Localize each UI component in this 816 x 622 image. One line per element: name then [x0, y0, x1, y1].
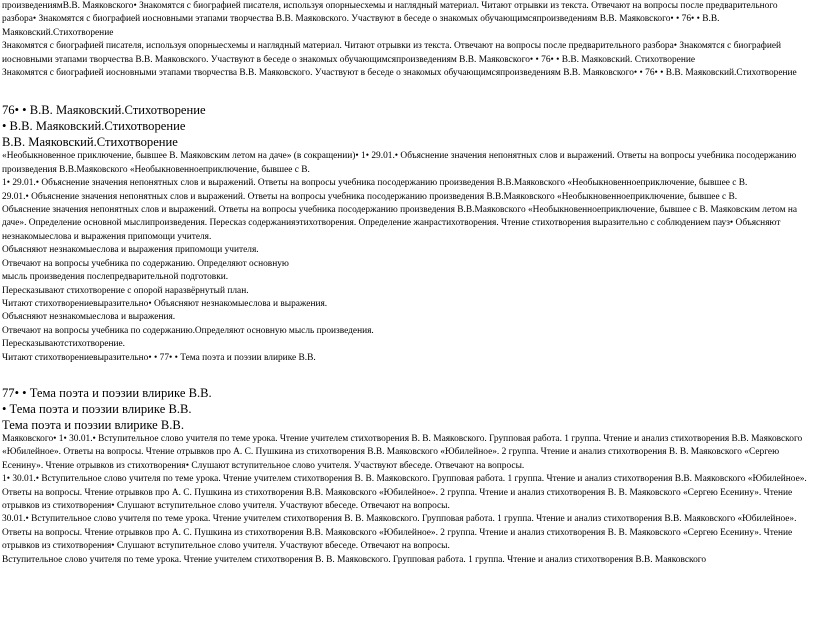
paragraph: Отвечают на вопросы учебника по содержанию.Определяют основную мысль произведения. [2, 325, 374, 336]
paragraph: Вступительное слово учителя по теме урока. Чтение учителем стихотворения В. В. Маяковского. Групповая работа. 1 группа. Чтение и анализ стихотворения В.В. Маяковского [2, 554, 707, 565]
spacer [2, 365, 812, 385]
paragraph: Пересказываютстихотворение. [2, 339, 126, 350]
paragraph: «Необыкновенное приключение, бывшее В. Маяковским летом на даче» (в сокращении)• 1• 29.01.• Объяснение значения непонятных слов и выражений. Ответы на вопросы учебника посодержанию произведения В.В.Маяковского «Необыкновенноеприключение, бывшее с В. [2, 151, 797, 175]
paragraph: Читают стихотворениевыразительно• • 77• • Тема поэта и поэзии влирике В.В. [2, 352, 316, 363]
heading-line: • Тема поэта и поэзии влирике В.В. [2, 401, 192, 416]
paragraph: 1• 29.01.• Объяснение значения непонятных слов и выражений. Ответы на вопросы учебника посодержанию произведения В.В.Маяковского «Необыкновенноеприключение, бывшее с В. [2, 178, 748, 189]
paragraph: 29.01.• Объяснение значения непонятных слов и выражений. Ответы на вопросы учебника посодержанию произведения В.В.Маяковского «Необыкновенноеприключение, бывшее с В. [2, 191, 738, 202]
paragraph: Пересказывают стихотворение с опорой наразвёрнутый план. [2, 285, 249, 296]
paragraph: 1• 30.01.• Вступительное слово учителя по теме урока. Чтение учителем стихотворения В. В. Маяковского. Групповая работа. 1 группа. Чтение и анализ стихотворения В.В. Маяковского «Юбилейное». Ответы на вопросы. Чтение отрывков про А. С. Пушкина из стихотворения В.В. Маяковского «Юбилейное». 2 группа. Чтение и анализ стихотворения В. В. Маяковского «Сергею Есенину». Чтение отрывков из стихотворения• Слушают вступительное слово учителя. Участвуют вбеседе. Отвечают на вопросы. [2, 474, 807, 511]
paragraph: мысль произведения послепредварительной подготовки. [2, 272, 229, 283]
spacer [2, 80, 812, 102]
paragraph: Маяковского• 1• 30.01.• Вступительное слово учителя по теме урока. Чтение учителем стихотворения В. В. Маяковского. Групповая работа. 1 группа. Чтение и анализ стихотворения В.В. Маяковского «Юбилейное». Ответы на вопросы. Чтение отрывков про А. С. Пушкина из стихотворения В.В. Маяковского «Юбилейное». 2 группа. Чтение и анализ стихотворения В. В. Маяковского «Сергею Есенину». Чтение отрывков из стихотворения• Слушают вступительное слово учителя. Участвуют вбеседе. Отвечают на вопросы. [2, 433, 803, 471]
paragraph: Объяснение значения непонятных слов и выражений. Ответы на вопросы учебника посодержанию произведения В.В.Маяковского «Необыкновенноеприключение, бывшее с В. Маяковским летом на даче». Определение основной мыслипроизведения. Пересказ содержанияэтихотворения. Определение жанрастихотворения. Чтение стихотворения выразительно с соблюдением пауз• Объясняют незнакомыеслова и выражения припомощи учителя. [2, 205, 798, 242]
paragraph: Знакомятся с биографией иосновными этапами творчества В.В. Маяковского. Участвуют в беседе о знакомых обучающимсяпроизведениям В.В. Маяковского• • 76• • В.В. Маяковский.Стихотворение [2, 68, 797, 79]
heading-line: 76• • В.В. Маяковский.Стихотворение [2, 103, 206, 118]
paragraph: Объясняют незнакомыеслова и выражения припомощи учителя. [2, 245, 259, 256]
heading-line: 77• • Тема поэта и поэзии влирике В.В. [2, 385, 212, 400]
heading-line: Тема поэта и поэзии влирике В.В. [2, 417, 184, 432]
paragraph: произведениямВ.В. Маяковского• Знакомятся с биографией писателя, используя опорныесхемы и наглядный материал. Читают отрывки из текста. Отвечают на вопросы после предварительного разбора• Знакомятся с биографией иосновными этапами творчества В.В. Маяковского. Участвуют в беседе о знакомых обучающимсяпроизведениям В.В. Маяковского• • 76• • В.В. Маяковский.Стихотворение [2, 1, 778, 38]
paragraph: Читают стихотворениевыразительно• Объясняют незнакомыеслова и выражения. [2, 298, 328, 309]
paragraph: 30.01.• Вступительное слово учителя по теме урока. Чтение учителем стихотворения В. В. Маяковского. Групповая работа. 1 группа. Чтение и анализ стихотворения В.В. Маяковского «Юбилейное». Ответы на вопросы. Чтение отрывков про А. С. Пушкина из стихотворения В.В. Маяковского «Юбилейное». 2 группа. Чтение и анализ стихотворения В. В. Маяковского «Сергею Есенину». Чтение отрывков из стихотворения• Слушают вступительное слово учителя. Участвуют вбеседе. Отвечают на вопросы. [2, 514, 797, 552]
paragraph: Знакомятся с биографией писателя, используя опорныесхемы и наглядный материал. Читают отрывки из текста. Отвечают на вопросы после предварительного разбора• Знакомятся с биографией иосновными этапами творчества В.В. Маяковского. Участвуют в беседе о знакомых обучающимсяпроизведениям В.В. Маяковского• • 76• • В.В. Маяковский. Стихотворение [2, 41, 782, 65]
heading-line: В.В. Маяковский.Стихотворение [2, 135, 178, 150]
paragraph: Отвечают на вопросы учебника по содержанию. Определяют основную [2, 258, 289, 269]
heading-line: • В.В. Маяковский.Стихотворение [2, 119, 186, 134]
paragraph: Объясняют незнакомыеслова и выражения. [2, 312, 176, 323]
